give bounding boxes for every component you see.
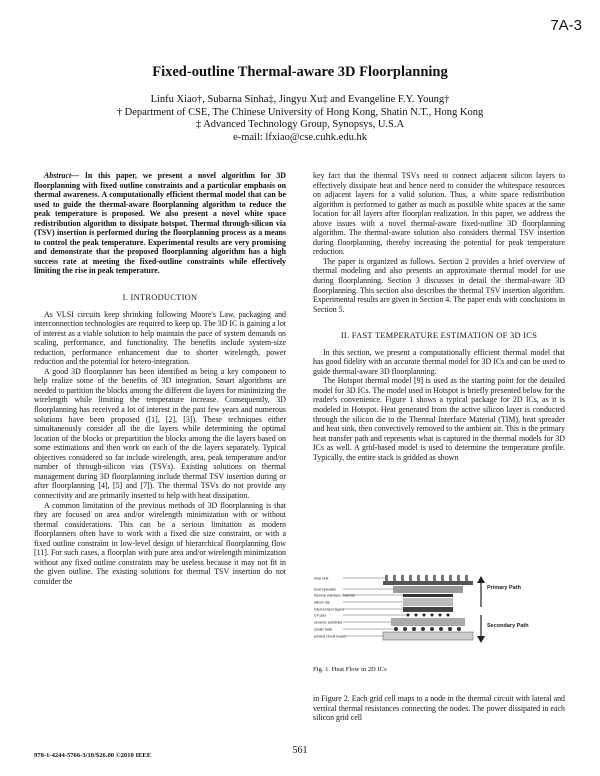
intro-paragraph-3: A common limitation of the previous methods of 3D floorplanning is that they are focused on area and/or wirelength minimization with or without thermal considerations. This can be a serious limitation as modern floorplanners often have to work with a fixed die size constraint, or with a fixed outline constraint in low-level design of hierarchical floorplanning flow [11]. For such cases, a floorplan with pure area and/or wirelength minimization without any fixed outline constraints may be useless because it may not fit in the given outline. The existing solutions for thermal TSV insertion do not consider the: [34, 500, 286, 586]
author-block: [0, 94, 600, 144]
interconnect-shape: [403, 607, 453, 612]
left-column: [34, 171, 286, 586]
right-paragraph-2: The paper is organized as follows. Section 2 provides a brief overview of thermal modeling and also presents an approximate thermal model for use during floorplanning. Section 3 discusses in detail the thermal-aware 3D floorplanning. This section also describes the thermal TSV insertion algorithm. Experimental results are given in Section 4. The paper ends with conclusions in Section 5.: [313, 256, 565, 314]
label-ceramic-substrate: ceramic substrate: [314, 620, 343, 625]
affiliation-1: † Department of CSE, The Chinese University of Hong Kong, Shatin N.T., Hong Kong: [116, 106, 484, 118]
tim-shape: [403, 594, 453, 597]
label-interconnect: interconnect layers: [314, 607, 345, 612]
right-column-bottom: [313, 694, 565, 723]
figure-1-caption: Fig. 1. Heat Flow in 2D ICs: [313, 666, 387, 673]
solder-balls-shape: [394, 627, 461, 631]
abstract: [34, 171, 286, 276]
ceramic-substrate-shape: [391, 618, 465, 626]
figure-1: [313, 575, 565, 683]
author-names: Linfu Xiao†, Subarna Sinha‡, Jingyu Xu‡ and Evangeline F.Y. Young†: [150, 94, 450, 105]
isbn-footer: 978-1-4244-5766-3/10/$26.00 ©2010 IEEE: [34, 752, 152, 759]
heat-sink-shape: [383, 575, 473, 585]
pcb-shape: [383, 632, 473, 640]
author-email: e-mail: lfxiao@cse.cuhk.edu.hk: [233, 131, 367, 143]
silicon-die-shape: [403, 598, 453, 606]
heat-flow-diagram: [313, 575, 565, 683]
label-c4-pad: C4 pad: [314, 613, 326, 618]
section-2-heading: II. FAST TEMPERATURE ESTIMATION OF 3D ICS: [340, 331, 538, 341]
right-paragraph-1: key fact that the thermal TSVs need to connect adjacent silicon layers to effectively dissipate heat and hence need to consider the whitespace resources on adjacent layers for a valid solution. Thus, a white space redistribution algorithm is performed to gather as much as possible white spaces at the same location for all layers after floorplan realization. In this paper, we address the above issues with a novel thermal-aware fixed-outline 3D floorplanning algorithm. The thermal-aware solution also considers thermal TSV insertion during floorplanning, thereby increasing the potential for peak temperature reduction.: [313, 171, 565, 257]
abstract-text: In this paper, we present a novel algorithm for 3D floorplanning with fixed outline constraints and a particular emphasis on thermal awareness. A computationally efficient thermal model that can be used to guide the thermal-aware floorplanning algorithm to reduce the peak temperature is proposed. We also present a novel white space redistribution algorithm to dissipate hotspot. Thermal through-silicon via (TSV) insertion is performed during the floorplanning process as a means to control the peak temperature. Experimental results are very promising and demonstrate that the proposed floorplanning algorithm has a high success rate at meeting the fixed-outline constraints while effectively limiting the rise in peak temperature.: [34, 171, 286, 276]
section-2-paragraph-2: The Hotspot thermal model [9] is used as the starting point for the detailed model for 3D ICs. The model used in Hotspot is briefly presented below for the reader's convenience. Figure 1 shows a typical package for 2D ICs, as it is modeled in Hotspot. Heat generated from the active silicon layer is conducted through the silicon die to the Thermal Interface Material (TIM), heat spreader and heat sink, then convectively removed to the ambient air. This is the primary heat transfer path and represents what is captured in the thermal models for 3D ICs as well. A grid-based model is used to determine the temperature profile. Typically, the entire stack is gridded as shown: [313, 376, 565, 462]
section-1-heading: I. INTRODUCTION: [122, 293, 198, 303]
primary-path-arrow: [477, 576, 485, 607]
label-solder-balls: solder balls: [314, 627, 333, 632]
affiliation-2: ‡ Advanced Technology Group, Synopsys, U.S.A: [195, 119, 405, 130]
label-tim: thermal interface material: [314, 593, 355, 598]
section-2-paragraph-3: in Figure 2. Each grid cell maps to a node in the thermal circuit with lateral and vertical thermal resistances connecting the nodes. The power dissipated in each silicon grid cell: [313, 694, 565, 723]
secondary-path-label: Secondary Path: [487, 623, 529, 629]
section-2-paragraph-1: In this section, we present a computationally efficient thermal model that has good fidelity with an accurate thermal model for 3D ICs and can be used to guide thermal-aware 3D floorplanning.: [313, 347, 565, 376]
session-label: 7A-3: [550, 17, 582, 34]
paper-title: Fixed-outline Thermal-aware 3D Floorplanning: [152, 64, 448, 80]
label-pcb: printed circuit board: [314, 634, 346, 639]
label-heat-sink: heat sink: [314, 576, 329, 581]
label-silicon-die: silicon die: [314, 600, 330, 605]
abstract-label: Abstract—: [44, 171, 80, 180]
label-heat-spreader: heat spreader: [314, 587, 337, 592]
primary-path-label: Primary Path: [487, 585, 521, 591]
intro-paragraph-2: A good 3D floorplanner has been identified as being a key component to help realize some of the benefits of 3D integration. Smart algorithms are needed to partition the blocks among the different die layers for minimizing the wirelength while limiting the temperature increase. Consequently, 3D floorplanning has received a lot of interest in the past few years and numerous solutions have been proposed ([1], [2], [3]). These techniques either simultaneously consider all the die layers while determining the optimal location of the blocks or prepartition the blocks among the die layers based on some estimations and then work on each of the die layers separately. Typical objectives considered so far include wirelength, area, peak temperature and/or number of through-silicon vias (TSVs). Existing solutions on thermal management during 3D floorplanning include thermal TSV insertion during or after floorplanning [4], [5] and [7]). The thermal TSVs do not provide any connectivity and are primarily inserted to help with heat dissipation.: [34, 366, 286, 500]
heat-spreader-shape: [393, 586, 463, 593]
c4-pads-shape: [407, 614, 450, 617]
secondary-path-arrow: [477, 615, 485, 643]
intro-paragraph-1: As VLSI circuits keep shrinking following Moore's Law, packaging and interconnection technologies are required to keep up. The 3D IC is gaining a lot of interest as a viable solution to help maintain the pace of system demands on scaling, performance, and functionality. The benefits include system-size reduction, performance enhancement due to shorter wirelength, power reduction and the potential for hetero-integration.: [34, 309, 286, 367]
right-column-top: [313, 171, 565, 462]
page-number: 561: [292, 745, 308, 756]
